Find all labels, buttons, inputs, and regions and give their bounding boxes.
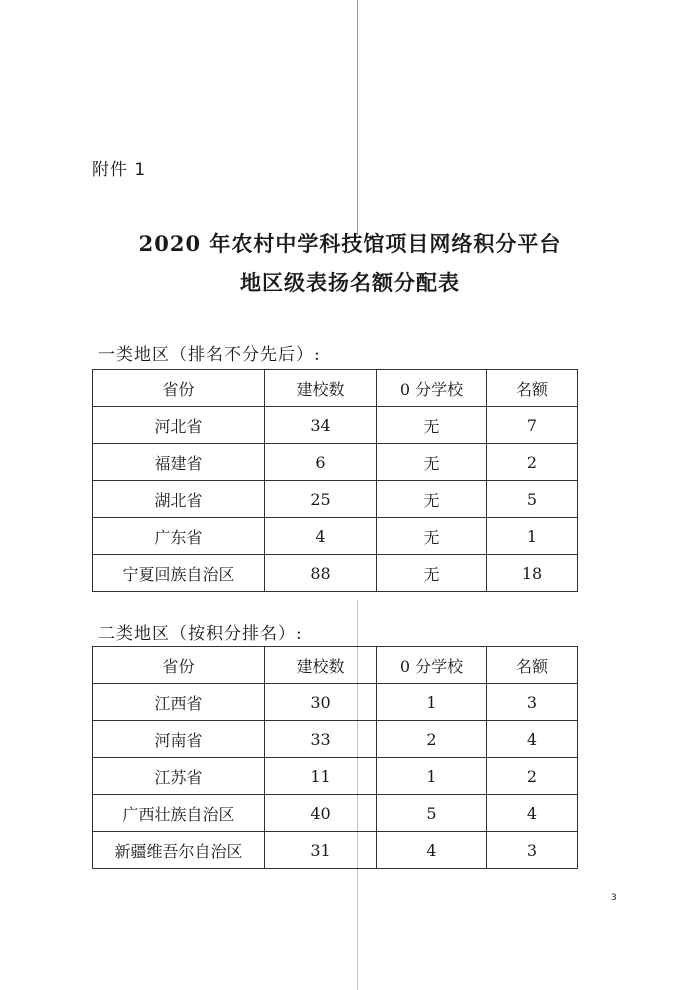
cell-quota: 5 [487, 481, 578, 518]
cell-zero-schools: 1 [377, 758, 487, 795]
cell-zero-schools: 5 [377, 795, 487, 832]
attachment-label: 附件 1 [92, 160, 147, 180]
cell-province: 湖北省 [93, 481, 265, 518]
header-province: 省份 [93, 370, 265, 407]
cell-zero-schools: 4 [377, 832, 487, 869]
cell-quota: 1 [487, 518, 578, 555]
header-schools: 建校数 [265, 370, 377, 407]
cell-zero-schools: 无 [377, 555, 487, 592]
cell-province: 江西省 [93, 684, 265, 721]
cell-quota: 2 [487, 444, 578, 481]
document-title: 2020 年农村中学科技馆项目网络积分平台 [138, 231, 562, 256]
cell-quota: 18 [487, 555, 578, 592]
cell-schools: 6 [265, 444, 377, 481]
cell-province: 新疆维吾尔自治区 [93, 832, 265, 869]
cell-zero-schools: 1 [377, 684, 487, 721]
table-row [93, 555, 578, 592]
table-row [93, 518, 578, 555]
table-row [93, 444, 578, 481]
cell-quota: 3 [487, 832, 578, 869]
cell-province: 广东省 [93, 518, 265, 555]
cell-quota: 3 [487, 684, 578, 721]
cell-quota: 2 [487, 758, 578, 795]
table-row [93, 795, 578, 832]
header-zero-schools: 0 分学校 [377, 370, 487, 407]
cell-zero-schools: 无 [377, 481, 487, 518]
cell-province: 河南省 [93, 721, 265, 758]
cell-quota: 4 [487, 795, 578, 832]
page-number: 3 [611, 893, 617, 903]
table-row [93, 407, 578, 444]
header-province: 省份 [93, 647, 265, 684]
header-quota: 名额 [487, 370, 578, 407]
table-row [93, 481, 578, 518]
cell-quota: 4 [487, 721, 578, 758]
category-2-table [92, 646, 578, 869]
table-row [93, 721, 578, 758]
cell-schools: 34 [265, 407, 377, 444]
cell-zero-schools: 无 [377, 518, 487, 555]
table-row [93, 832, 578, 869]
header-schools: 建校数 [265, 647, 377, 684]
cell-zero-schools: 2 [377, 721, 487, 758]
header-zero-schools: 0 分学校 [377, 647, 487, 684]
section-2-label: 二类地区（按积分排名）: [98, 624, 303, 644]
cell-schools: 25 [265, 481, 377, 518]
cell-quota: 7 [487, 407, 578, 444]
document-subtitle: 地区级表扬名额分配表 [240, 270, 460, 295]
section-1-label: 一类地区（排名不分先后）: [98, 345, 321, 365]
cell-province: 河北省 [93, 407, 265, 444]
cell-schools: 11 [265, 758, 377, 795]
cell-province: 福建省 [93, 444, 265, 481]
cell-schools: 40 [265, 795, 377, 832]
header-quota: 名额 [487, 647, 578, 684]
cell-zero-schools: 无 [377, 407, 487, 444]
page-fold-line [357, 0, 358, 235]
table-header-row [93, 647, 578, 684]
cell-province: 广西壮族自治区 [93, 795, 265, 832]
category-1-table [92, 369, 578, 592]
cell-province: 江苏省 [93, 758, 265, 795]
cell-schools: 30 [265, 684, 377, 721]
table-row [93, 758, 578, 795]
table-row [93, 684, 578, 721]
cell-schools: 33 [265, 721, 377, 758]
cell-schools: 88 [265, 555, 377, 592]
cell-zero-schools: 无 [377, 444, 487, 481]
table-header-row [93, 370, 578, 407]
cell-schools: 31 [265, 832, 377, 869]
cell-schools: 4 [265, 518, 377, 555]
cell-province: 宁夏回族自治区 [93, 555, 265, 592]
